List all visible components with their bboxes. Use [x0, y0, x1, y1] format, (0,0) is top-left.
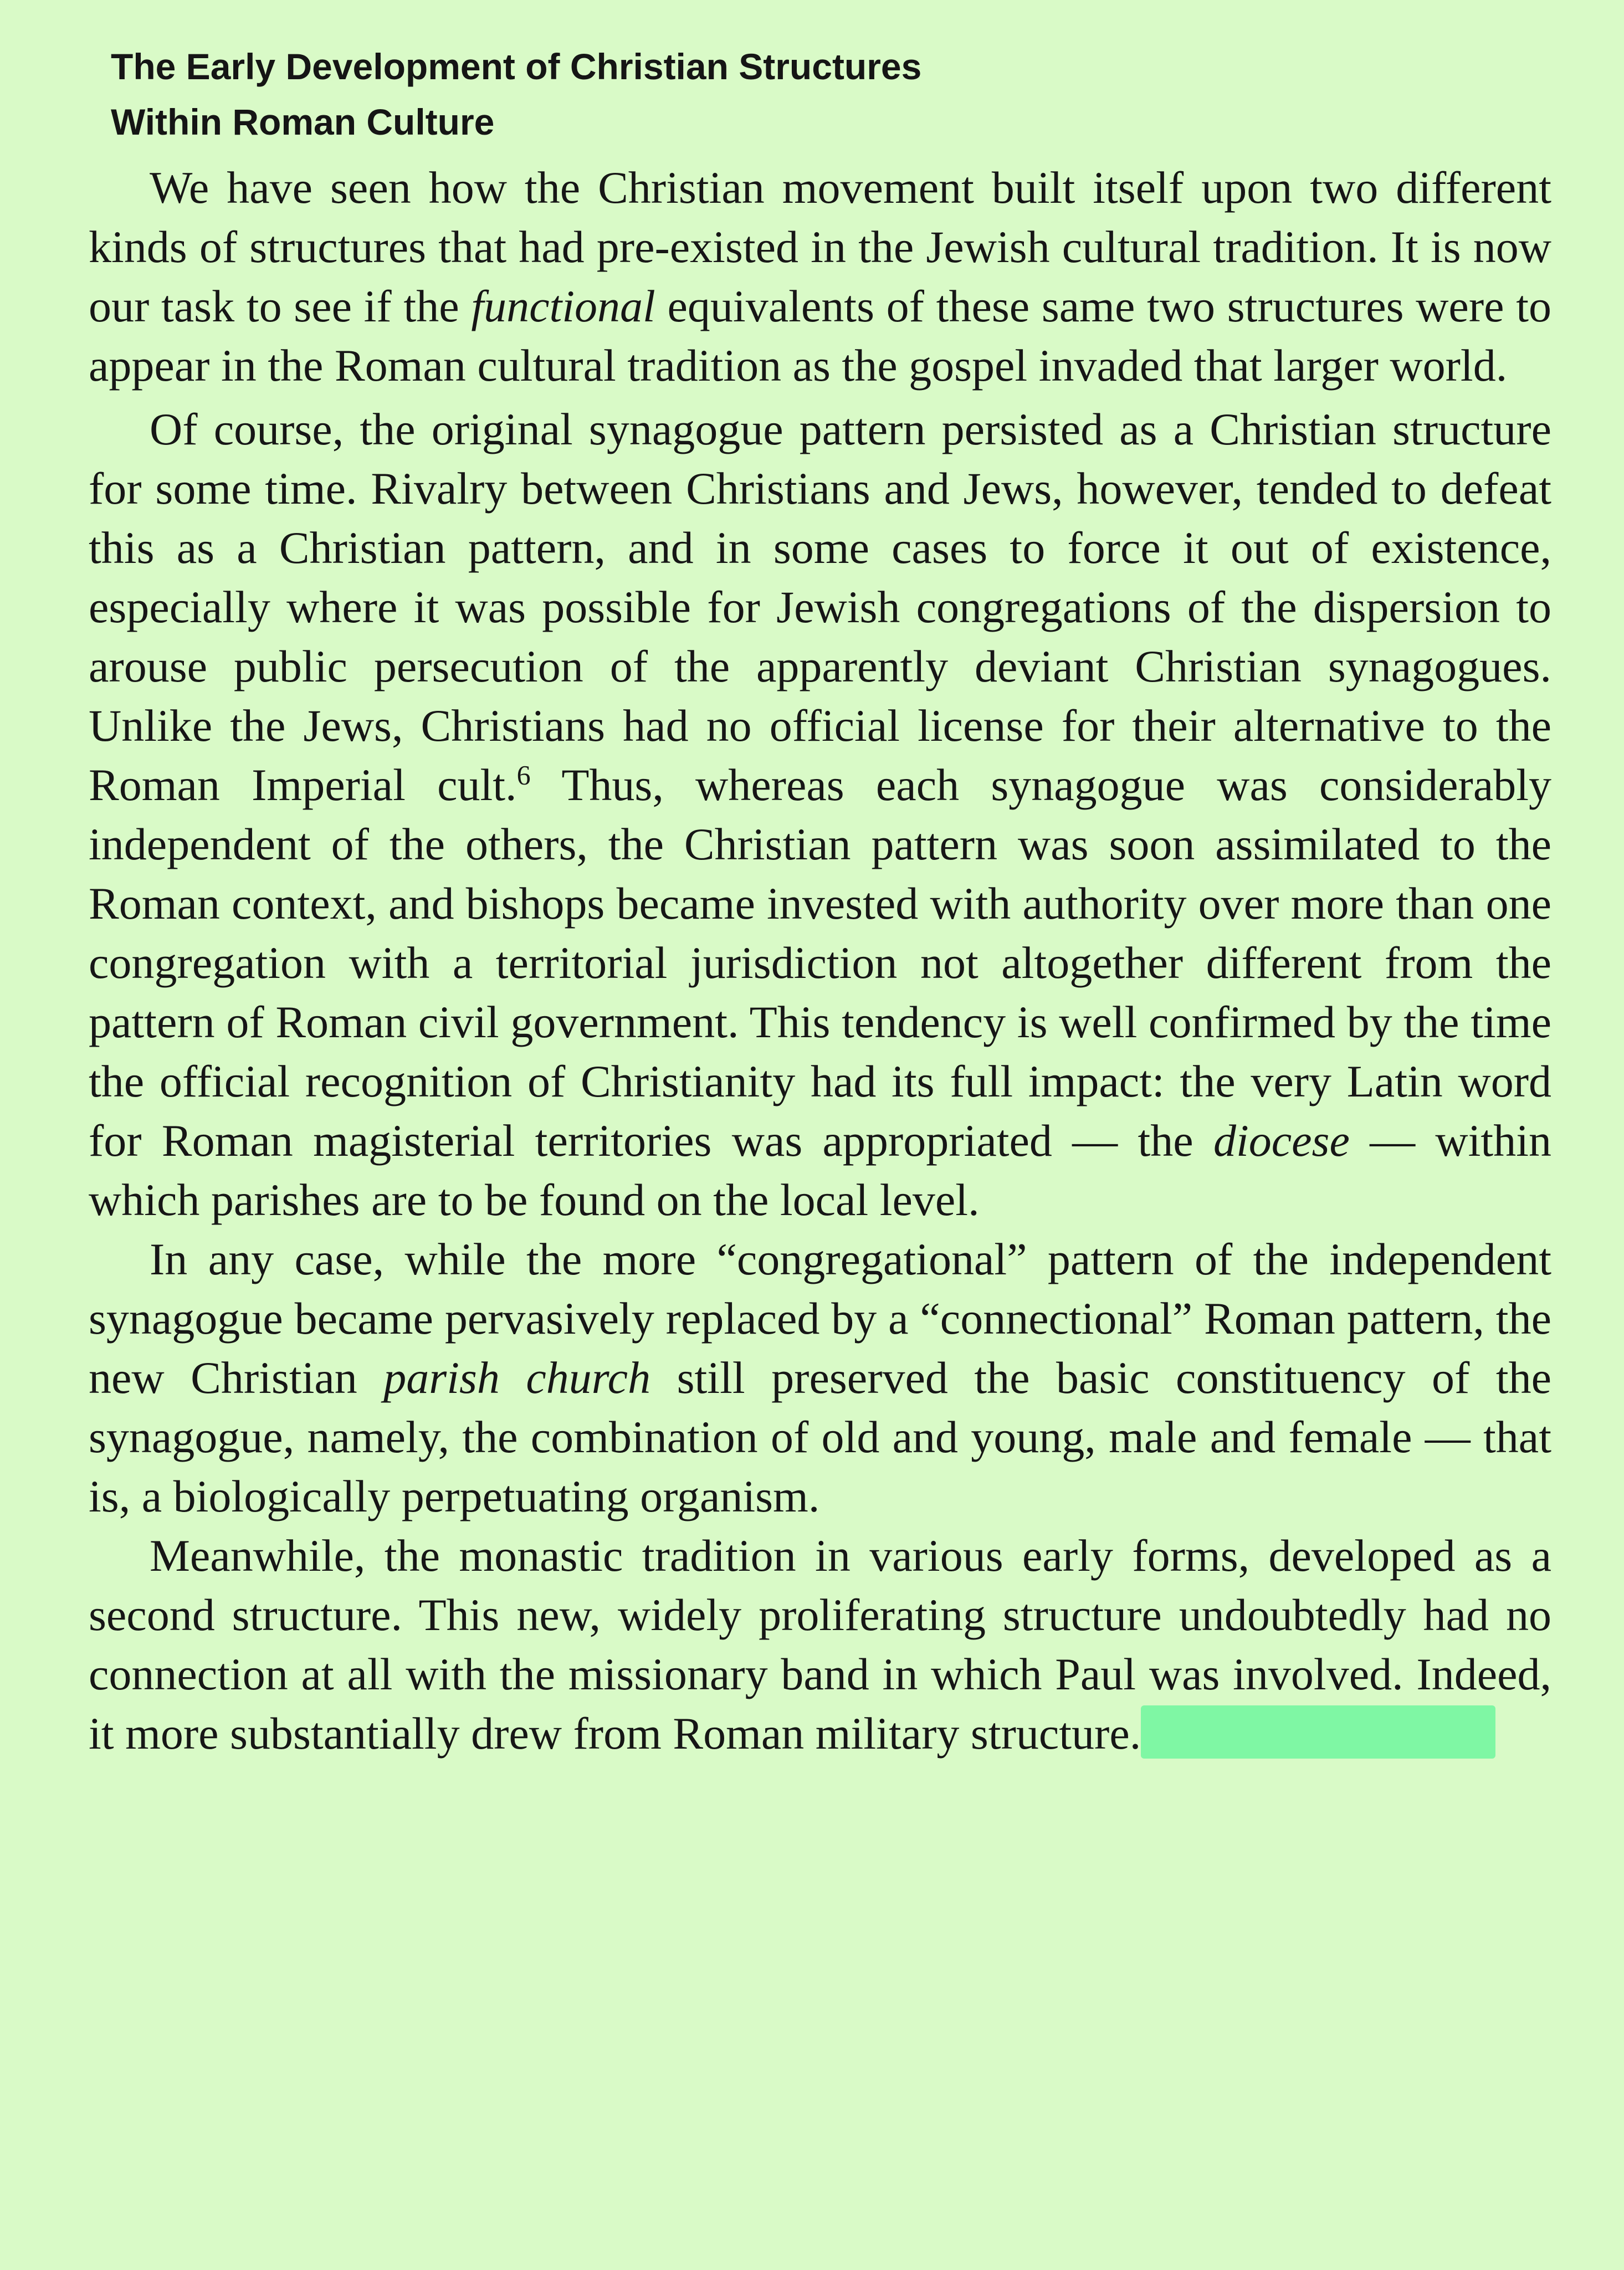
body-text: [89, 158, 1551, 1763]
paragraph-3-text-b: still preserved the basic constituency of the synagogue, namely, the combination of old and young, male and female — that is, a biologically perpetuating organism.: [89, 1352, 1551, 1521]
paragraph-1: [89, 158, 1551, 395]
paragraph-3-text-a: In any case, while the more “congregational” pattern of the independent synagogue became pervasively replaced by a “connectional” Roman pattern, the new Christian: [89, 1234, 1551, 1403]
paragraph-4-text-a: Meanwhile, the monastic tradition in various early forms, developed as a second structure. This new, widely proliferating structure undoubtedly had no connection at all with the missionary band in which Paul was involved. Indeed, it more substantially drew from Roman military structure.: [89, 1530, 1551, 1759]
paragraph-1-text-a: We have seen how the Christian movement built itself upon two different kinds of structures that had pre-existed in the Jewish cultural tradition. It is now our task to see if the: [89, 162, 1551, 331]
paragraph-2-text-b: Thus, whereas each synagogue was considerably independent of the others, the Christian pattern was soon assimilated to the Roman context, and bishops became invested with authority over more than one congregation with a territorial jurisdiction not altogether different from the pattern of Roman civil government. This tendency is well confirmed by the time the official recognition of Christianity had its full impact: the very Latin word for Roman magisterial territories was appropriated — the: [89, 760, 1551, 1166]
paragraph-4: [89, 1526, 1551, 1763]
paragraph-3: [89, 1229, 1551, 1526]
paragraph-2-text-a: Of course, the original synagogue pattern persisted as a Christian structure for some time. Rivalry between Christians and Jews, however, tended to defeat this as a Christian pattern, and in some cases to force it out of existence, especially where it was possible for Jewish congregations of the dispersion to arouse public persecution of the apparently deviant Christian synagogues. Unlike the Jews, Christians had no official license for their alternative to the Roman Imperial cult.: [89, 404, 1551, 810]
highlight-mark: [1141, 1705, 1495, 1759]
section-heading-line-1: The Early Development of Christian Structures: [111, 46, 922, 87]
footnote-marker: 6: [516, 759, 531, 791]
paragraph-1-italic-functional: functional: [471, 281, 655, 331]
section-heading: [111, 39, 1496, 150]
paragraph-2-text-c: — within which parishes are to be found on the local level.: [89, 1115, 1551, 1225]
paragraph-1-text-b: equivalents of these same two structures were to appear in the Roman cultural tradition as the gospel invaded that larger world.: [89, 281, 1551, 391]
paragraph-2: [89, 399, 1551, 1229]
section-heading-line-2: Within Roman Culture: [111, 101, 495, 142]
paragraph-3-italic-parish-church: parish church: [383, 1352, 651, 1403]
paragraph-2-italic-diocese: diocese: [1213, 1115, 1350, 1166]
